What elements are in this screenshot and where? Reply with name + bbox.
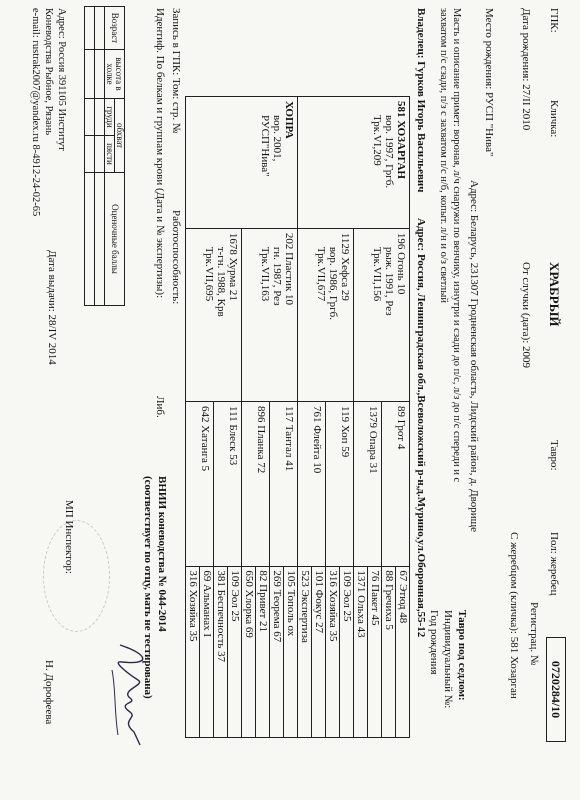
height-header: высота в холке [105,50,125,99]
lib-label: Либ. [154,396,166,418]
sire-cell [298,97,410,229]
dam-info: вор. 2001, РУСП"Нива" [259,115,283,177]
birth-year-label: Год рождения [428,610,440,675]
color-description: Масть и описание примет: вороная, л/ч снаружи по венчику, изнутри и сзади до п/с, л/з до п/с спереди и с [451,8,462,483]
sex-field: Пол: жеребец [548,532,560,596]
ss-cell [354,228,410,401]
gp-cell: 642 Хатанга 5 [186,401,214,566]
ss-info: рыж. 1991, Рез [383,246,395,316]
ggp-entry: 109 Эол 25 [227,567,241,737]
owner-address: Адрес: Россия, Ленинградская обл.,Всеволожский р-н,д.Мурино,ул.Оборонная,55-12 [415,218,427,638]
ggp-entry: 88 Гречиха 5 [383,570,395,630]
sd-info: вор. 1986, Гргб. [327,246,339,320]
nickname-label: Кличка: [548,100,560,138]
gp-cell: 119 Хоп 59 [326,401,354,566]
identification: Идентиф. По белкам и группам крови (Дата и № экспертизы): [154,8,166,299]
points-header: Оценочные баллы [105,173,125,306]
ggp-entry: 316 Хозяйка 35 [187,570,199,642]
measurements-table [84,6,125,306]
ggp-cell [382,567,410,738]
pedigree-table [185,96,410,738]
gp-cell: 1379 Опара 31 [354,401,382,566]
stamp-imprint [43,520,110,632]
owner-name: Владелец: Гурков Игорь Васильевич [415,8,427,193]
breeder-address: Адрес: Беларусь, 231307 Гродненская область, Лидский район, д. Дворище [468,180,480,533]
sire-info: вор. 1997, Гргб. [383,115,395,189]
ds-name: 202 Пластик 10 [283,232,295,306]
dam-cell [186,97,298,229]
age-header: Возраст [105,7,125,50]
ggp-cell [326,567,354,738]
institute-contact: e-mail: rustrak2007@yandex.ru 8-4912-24-02-65 [30,8,41,217]
brand-label: Тавро: [548,440,560,471]
gp-cell: 117 Тантал 41 [270,401,298,566]
chest-header: груди [105,99,115,136]
ss-book: Трк.VII,156 [371,246,383,302]
gtk-label: ГПК: [548,8,560,33]
ggp-entry: 76 Пакет 45 [367,567,381,737]
ggp-entry: 67 Этюд 48 [395,567,409,737]
ggp-cell [298,567,326,738]
ggp-cell [242,567,270,738]
ggp-cell [354,567,382,738]
ds-cell [242,228,298,401]
saddle-brand-label: Тавро под седлом: [456,610,468,701]
gp-cell: 896 Планка 72 [242,401,270,566]
ggp-entry: 105 Тополь ох [283,567,297,737]
ggp-entry: 316 Хозяйка 35 [327,570,339,642]
dd-cell [186,228,242,401]
reg-number: 0720284/10 [546,637,566,742]
sire-name: 581 ХОЗАРГАН [395,101,407,179]
ggp-entry: 381 Беспечность 37 [215,570,227,663]
with-stallion: С жеребцом (кличка): 581 Хозарган [508,532,520,699]
color-description-2: захватом п/с сзади, п/з с захватом п/с н/б, копыт. л/н и о/з светлый [438,8,449,303]
institute-name: Коневодства Рыбное, Рязань [43,8,54,136]
reg-label: Регистрац. № [528,602,540,666]
ggp-entry: 523 Экспертиза [299,570,311,643]
ggp-entry: 109 Эол 25 [339,567,353,737]
birth-place: Место рождения: РУСП "Нива" [483,8,495,157]
gp-cell: 89 Грот 4 [382,401,410,566]
sd-name: 1129 Хефса 29 [339,232,351,301]
ggp-entry: 650 Хлорка 69 [243,570,255,638]
ggp-cell [186,567,214,738]
inspector-signature [100,640,160,750]
sire-book: Трк.VI,209 [371,115,383,166]
sd-book: Трк.VII,677 [315,246,327,302]
ggp-entry: 101 Фокус 27 [311,567,325,737]
dd-name: 1678 Хурма 21 [227,232,239,301]
ggp-cell [270,567,298,738]
gpk-record: Запись в ГПК: Том: стр. № [170,8,182,134]
cannon-header: пясти [105,136,115,173]
vniik-record: ВНИИ коневодства № 044-2014 [156,476,168,632]
mating-date: От случки (дата): 2009 [520,262,532,369]
issue-date: Дата выдачи: 28/IV 2014 [46,250,58,365]
dd-info: т-гн. 1988, Крв [215,246,227,317]
girth-header: обхват [115,99,125,173]
ggp-cell [214,567,242,738]
ggp-entry: 269 Теорема 67 [271,570,283,643]
work-ability: Работоспособность: [170,210,182,305]
dam-name: ХОПРА [283,101,295,139]
individual-number: Индивидуальный №: [442,610,454,709]
gp-cell: 761 Флейта 10 [298,401,326,566]
dd-book: Трк.VII,695 [203,246,215,302]
sd-cell [298,228,354,401]
ggp-entry: 1371 Ольха 43 [355,570,367,638]
vniik-note: (соответствует по отцу, мать не тестирована) [142,476,154,699]
ggp-entry: 69 Альманах I [199,567,213,737]
ggp-entry: 82 Привет 21 [255,567,269,737]
mp-inspector-label: МП Инспектор: [63,500,75,574]
horse-nickname: ХРАБРЫЙ [547,262,562,327]
gp-cell: 111 Блеск 53 [214,401,242,566]
inspector-name: Н. Дорофеева [43,660,55,725]
birth-date: Дата рождения: 27/II 2010 [520,8,532,131]
ds-book: Трк.VII,163 [259,246,271,302]
ss-name: 196 Огонь 10 [395,232,407,295]
institute-address: Адрес: Россия 391105 Институт [56,8,67,151]
ds-info: гн. 1987, Рез [271,246,283,306]
